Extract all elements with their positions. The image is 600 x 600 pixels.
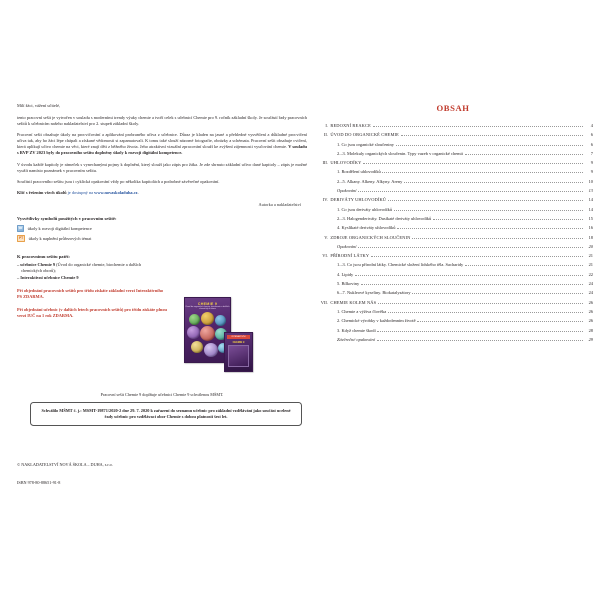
toc-entry[interactable] [313,179,593,184]
toc-entry-title: 2.–3. Molekuly organických sloučenin. Typy vazeb v organické chemii [337,150,464,156]
legend-item-pt-label: úkoly k naplnění průřezových témat [28,235,92,241]
toc-entry-title: PŘÍRODNÍ LÁTKY [330,253,370,259]
toc-entry-page: 10 [588,178,593,184]
toc-leader-dots [433,219,584,220]
toc-entry-page: 15 [588,215,593,221]
toc-entry-page: 28 [588,327,593,333]
toc-leader-dots [382,172,583,173]
toc-entry-title: Závěrečné opakování [337,336,375,342]
toc-entry-number: VII. [320,299,328,305]
legend-item-digital [17,225,307,232]
toc-leader-dots [388,312,584,313]
greeting-paragraph: Milí žáci, vážení učitelé, [17,103,61,108]
isbn-line: ISBN 978-80-88651-91-8 [17,480,61,485]
belongs-item-interactive-bold: – Interaktivní učebnice Chemie 9 [17,275,79,281]
toc-leader-dots [373,126,584,127]
toc-leader-dots [465,265,584,266]
toc-leader-dots [358,247,583,248]
toc-entry[interactable] [313,197,593,202]
toc-entry[interactable] [313,216,593,221]
toc-entry[interactable] [313,262,593,267]
toc-entry-title: Opakování [337,188,357,194]
toc-entry[interactable] [313,244,593,249]
toc-entry[interactable] [313,272,593,277]
toc-entry-page: 13 [588,188,593,194]
toc-entry-title: 2.–3. Halogenderiváty. Dusíkaté deriváty uhlovodíků [337,215,432,221]
publisher-website-link[interactable]: www.novaskoladuha.cz [94,190,138,196]
cover-bubble [204,343,218,357]
cover-bubble [201,312,214,325]
toc-entry-page: 6 [590,132,593,138]
toc-entry-number: III. [322,160,328,166]
toc-entry[interactable] [313,300,593,305]
belongs-item-textbook-line2: chemických oborů); [21,267,56,273]
toc-entry-page: 14 [588,206,593,212]
toc-leader-dots [404,182,583,183]
intro-paragraph-2 [17,132,307,156]
toc-entry-page: 14 [588,197,593,203]
toc-entry-title: DERIVÁTY UHLOVODÍKŮ [330,197,387,203]
toc-leader-dots [363,163,583,164]
toc-entry[interactable] [313,235,593,240]
toc-entry-number: V. [324,234,328,240]
toc-entry-page: 24 [588,290,593,296]
cover-bubble [187,326,200,339]
toc-leader-dots [388,200,584,201]
toc-leader-dots [465,154,584,155]
toc-entry-list [313,123,593,342]
toc-entry-title: ÚVOD DO ORGANICKÉ CHEMIE [330,132,399,138]
toc-entry-page: 26 [588,299,593,305]
toc-entry-title: REDOXNÍ REAKCE [330,123,371,128]
key-solutions-line [17,190,307,196]
digital-competence-icon [17,225,24,232]
toc-entry-number: II. [323,132,328,138]
toc-entry-page: 20 [588,243,593,249]
cover-bubble [189,314,200,325]
toc-entry-title: 3. Když chemie škodí [337,327,376,333]
product-images [168,297,264,379]
toc-entry-title: 2.–5. Alkany. Alkeny. Alkyny. Areny [337,178,403,184]
toc-leader-dots [355,275,584,276]
toc-entry-page: 9 [590,160,593,166]
toc-entry-page: 9 [590,169,593,175]
toc-entry[interactable] [313,151,593,156]
intro-paragraph-1: tento pracovní sešit je vytvořen v souladu s moderními trendy výuky chemie a tvoří celek s učebnicí Chemie pro 9. ročník základní školy. Je součástí řady pracovních sešitů k učebnicím našeho nakladatelství pro 2. stupeň základní školy. [17,114,307,126]
toc-entry[interactable] [313,160,593,165]
legend-item-digital-label: úkoly k rozvoji digitální kompetence [27,225,92,231]
toc-entry-page: 6 [590,141,593,147]
offer-textbook-note: Při objednání učebnic (v dalších letech pracovních sešitů) pro třídu získáte plnou verzi IUČ na 1 rok ZDARMA. [17,306,167,318]
legend-heading: Vysvětlivky symbolů použitých v pracovním sešitě: [17,216,117,222]
toc-leader-dots [397,228,583,229]
toc-leader-dots [401,135,584,136]
toc-entry-title: 1. Chemie a výživa člověka [337,308,387,314]
toc-entry-page: 22 [588,271,593,277]
toc-entry-title: Opakování [337,243,357,249]
offer-workbook-note: Při objednání pracovních sešitů pro třídu získáte základní verzi Interaktivního PS ZDARMA. [17,287,164,299]
toc-entry[interactable] [313,142,593,147]
toc-entry-page: 21 [588,262,593,268]
belongs-item-textbook-rest: (Úvod do organické chemie, biochemie a dalších [56,261,142,267]
toc-entry[interactable] [313,132,593,137]
toc-entry-title: 1. Rozdělení uhlovodíků [337,169,381,175]
toc-entry[interactable] [313,225,593,230]
toc-entry-page: 29 [588,336,593,342]
toc-entry-title: 6.–7. Nukleové kyseliny. Biokatalyzátory [337,290,411,296]
toc-leader-dots [358,191,583,192]
toc-leader-dots [412,238,583,239]
toc-leader-dots [378,303,584,304]
signature-line: Autorka a nakladatelství [258,202,301,208]
textbook-cover-subtitle: Úvod do organické chemie, biochemie a dalších chemických oborů [185,306,230,311]
toc-leader-dots [396,145,584,146]
table-of-contents [313,103,593,346]
cover-bubble [215,315,226,326]
toc-entry-page: 26 [588,318,593,324]
toc-entry[interactable] [313,309,593,314]
toc-entry-title: CHEMIE KOLEM NÁS [330,299,377,305]
toc-title: OBSAH [436,103,470,113]
toc-entry[interactable] [313,169,593,174]
intro-paragraph-2-bold: V souladu s RVP ZV 2023 byly do pracovního sešitu doplněny úkoly k rozvoji digitální kompetence. [17,144,307,156]
toc-leader-dots [377,331,583,332]
key-solutions-period: . [137,190,139,196]
toc-leader-dots [361,284,584,285]
belongs-item-textbook [17,262,167,274]
belongs-item-textbook-bold: – učebnice Chemie 9 [17,261,57,267]
toc-entry-title: 4. Lipidy [337,271,354,277]
toc-leader-dots [417,321,583,322]
toc-entry-number: I. [325,123,328,128]
intro-paragraph-3: V úvodu každé kapitoly je rámeček s vynechanými pojmy k doplnění, který slouží jako zápis pro žáka. Je zde shrnuto základní učivo dané kapitoly – zápis je možné využít namísto poznámek v pracovním sešitu. [17,161,307,173]
toc-entry-title: ZDROJE ORGANICKÝCH SLOUČENIN [330,234,411,240]
belongs-heading: K pracovnímu sešitu patří: [17,253,70,259]
toc-entry[interactable] [313,281,593,286]
toc-leader-dots [377,340,584,341]
toc-entry-page: 24 [588,281,593,287]
toc-entry[interactable] [313,188,593,193]
cover-bubble [191,341,203,353]
toc-entry-page: 18 [588,234,593,240]
toc-leader-dots [412,293,583,294]
belongs-item-interactive [17,275,167,281]
ministry-approval-box: Schválilo MŠMT č. j.: MSMT-19871/2020-2 dne 29. 7. 2020 k zařazení do seznamu učebnic pro základní vzdělávání jako součást ucelené řady učebnic pro vzdělávací obor Chemie s dobou platnosti šest let. [30,402,302,426]
toc-entry-page: 21 [588,253,593,259]
toc-entry-number: VI. [322,253,328,259]
toc-leader-dots [371,256,584,257]
toc-entry-title: 5. Bílkoviny [337,281,360,287]
toc-entry-page: 26 [588,308,593,314]
intro-paragraph-4: Součástí pracovního sešitu jsou i cyklická opakování vždy po několika kapitolách a podrobné závěrečné opakování. [17,179,220,184]
approval-note: Pracovní sešit Chemie 9 doplňuje učebnici Chemie 9 schválenou MŠMT. [100,392,224,397]
toc-entry[interactable] [313,207,593,212]
toc-entry[interactable] [313,318,593,323]
toc-entry-number: IV. [322,197,328,203]
toc-entry-title: 1. Co jsou organické sloučeniny [337,141,394,147]
interactive-badge-bar [227,335,250,339]
intro-column [17,103,307,319]
copyright-line: © NAKLADATELSTVÍ NOVÁ ŠKOLA – DUHA, s.r.o. [17,462,113,467]
toc-entry-title: 2. Chemické výrobky v každodenním životě [337,318,416,324]
toc-entry-title: 4. Kyslíkaté deriváty uhlovodíků [337,225,396,231]
legend-item-pt [17,235,307,242]
toc-leader-dots [394,210,584,211]
toc-entry-title: 1.–3. Co jsou přírodní látky. Chemické složení lidského těla. Sacharidy [337,262,464,268]
toc-entry[interactable] [313,337,593,342]
toc-entry-title: UHLOVODÍKY [330,160,362,166]
key-solutions-available: je dostupný na [67,190,95,196]
toc-entry[interactable] [313,328,593,333]
toc-entry-page: 16 [588,225,593,231]
pt-badge-icon: PT [17,235,25,242]
toc-entry-title: 1. Co jsou deriváty uhlovodíků [337,206,393,212]
interactive-textbook-cover-image [224,332,253,372]
toc-entry[interactable] [313,253,593,258]
intro-paragraph-2-text: Pracovní sešit obsahuje úkoly na procvičování a aplikování probraného učiva z učebnice. Důraz je kladen na jasné a přehledné vysvětlení a důkladné procvičení učiva tak, aby ho žáci lépe chápali a získané vědomosti si zapamatovali. K tomu také slouží názorné fotografie, obrázky a schémata. Pracovní sešit obsahuje cvičení, která aplikují učivo chemie na věci, které znají děti z běžného života. Jeho atraktivní vizuální zpracování slouží ke zvýšení zájemnosti vyučování chemie. [17,132,307,150]
textbook-cover-title: CHEMIE 9 [197,301,218,306]
toc-entry[interactable] [313,123,593,128]
toc-entry[interactable] [313,290,593,295]
interactive-cover-screen [228,345,249,367]
interactive-cover-title: CHEMIE 9 [232,340,245,344]
toc-entry-page: 7 [590,150,593,156]
interactive-badge-label: INTERAKTIVNÍ [231,336,246,338]
cover-bubble [200,326,215,341]
key-solutions-label: Klíč s řešením všech úkolů [17,190,68,196]
toc-entry-page: 4 [590,123,593,128]
